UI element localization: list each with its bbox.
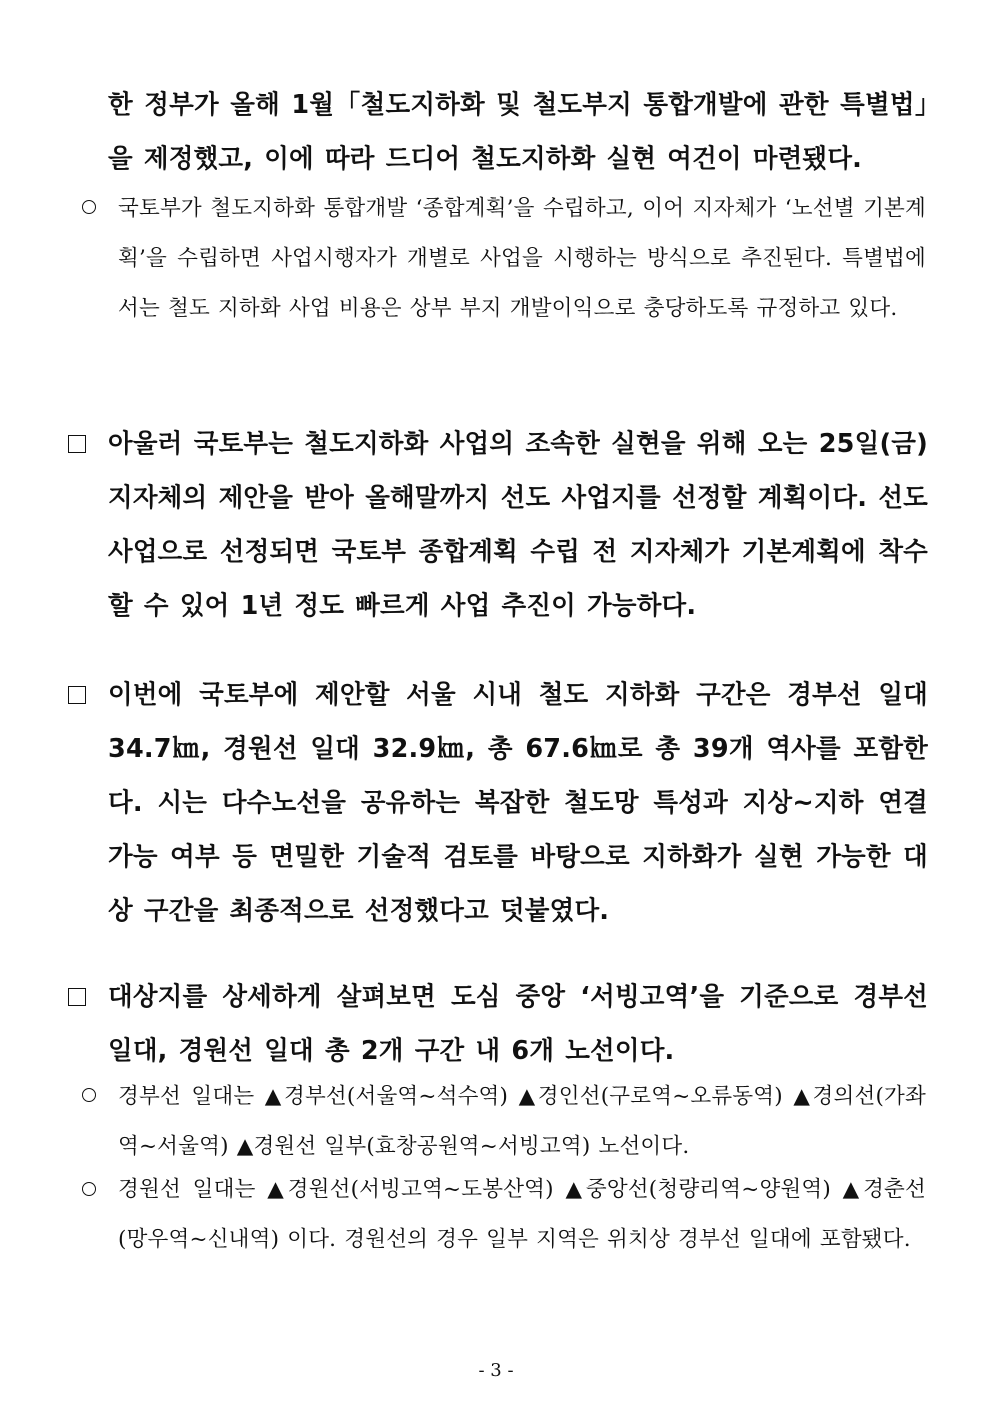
gyeongbu-sub-paragraph: 경부선 일대는 ▲경부선(서울역~석수역) ▲경인선(구로역~오류동역) ▲경의선(가좌역~서울역) ▲경원선 일부(효창공원역~서빙고역) 노선이다. bbox=[118, 1084, 926, 1159]
circle-bullet-icon bbox=[82, 200, 96, 214]
schedule-paragraph: 아울러 국토부는 철도지하화 사업의 조속한 실현을 위해 오는 25일(금) 지자체의 제안을 받아 올해말까지 선도 사업지를 선정할 계획이다. 선도사업으로 선정되면 국토부 종합계획 수립 전 지자체가 기본계획에 착수할 수 있어 1년 정도 빠르게 사업 추진이 가능하다. bbox=[108, 429, 928, 621]
square-bullet-icon bbox=[68, 686, 86, 704]
intro-sub-paragraph: 국토부가 철도지하화 통합개발 ‘종합계획’을 수립하고, 이어 지자체가 ‘노선별 기본계획’을 수립하면 사업시행자가 개별로 사업을 시행하는 방식으로 추진된다. 특별법에서는 철도 지하화 사업 비용은 상부 부지 개발이익으로 충당하도록 규정하고 있다. bbox=[118, 196, 926, 321]
page-number: - 3 - bbox=[478, 1360, 514, 1381]
intro-paragraph: 한 정부가 올해 1월「철도지하화 및 철도부지 통합개발에 관한 특별법」을 제정했고, 이에 따라 드디어 철도지하화 실현 여건이 마련됐다. bbox=[108, 90, 928, 174]
circle-bullet-icon bbox=[82, 1182, 96, 1196]
square-bullet-icon bbox=[68, 988, 86, 1006]
targets-paragraph: 대상지를 상세하게 살펴보면 도심 중앙 ‘서빙고역’을 기준으로 경부선 일대, 경원선 일대 총 2개 구간 내 6개 노선이다. bbox=[108, 982, 928, 1066]
square-bullet-icon bbox=[68, 435, 86, 453]
circle-bullet-icon bbox=[82, 1088, 96, 1102]
sections-paragraph: 이번에 국토부에 제안할 서울 시내 철도 지하화 구간은 경부선 일대 34.7㎞, 경원선 일대 32.9㎞, 총 67.6㎞로 총 39개 역사를 포함한다. 시는 다수노선을 공유하는 복잡한 철도망 특성과 지상~지하 연결 가능 여부 등 면밀한 기술적 검토를 바탕으로 지하화가 실현 가능한 대상 구간을 최종적으로 선정했다고 덧붙였다. bbox=[108, 680, 928, 926]
gyeongwon-sub-paragraph: 경원선 일대는 ▲경원선(서빙고역~도봉산역) ▲중앙선(청량리역~양원역) ▲경춘선(망우역~신내역) 이다. 경원선의 경우 일부 지역은 위치상 경부선 일대에 포함됐다. bbox=[118, 1177, 926, 1252]
